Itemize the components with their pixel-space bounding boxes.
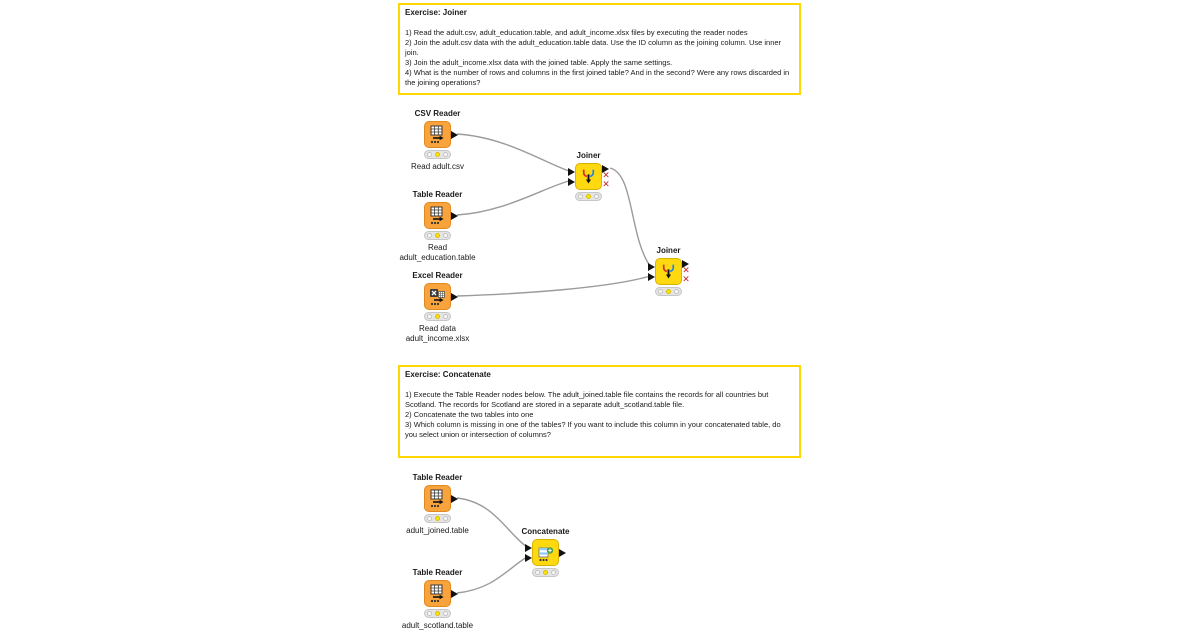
traffic-light-red bbox=[427, 152, 432, 157]
node-joiner-2[interactable] bbox=[655, 246, 690, 296]
traffic-light bbox=[532, 568, 559, 577]
node-body[interactable] bbox=[424, 202, 451, 229]
connection-joiner1-joiner2[interactable] bbox=[610, 168, 650, 266]
node-type-label: Table Reader bbox=[412, 473, 463, 482]
connection-tablereader-concatenate-top[interactable] bbox=[457, 498, 527, 547]
node-type-label: Excel Reader bbox=[412, 271, 463, 280]
traffic-light-green bbox=[551, 570, 556, 575]
output-port[interactable] bbox=[451, 293, 458, 301]
traffic-light-red bbox=[427, 611, 432, 616]
traffic-light-green bbox=[443, 611, 448, 616]
traffic-light-red bbox=[658, 289, 663, 294]
table-reader-icon bbox=[428, 206, 447, 225]
traffic-light-red bbox=[427, 233, 432, 238]
table-reader-icon bbox=[428, 584, 447, 603]
excel-reader-icon bbox=[428, 287, 447, 306]
annotation-title: Exercise: Concatenate bbox=[405, 370, 491, 379]
annotation-line: 3) Which column is missing in one of the tables? If you want to include this column in your concatenated table, do you select union or intersection of columns? bbox=[405, 420, 781, 439]
traffic-light bbox=[655, 287, 682, 296]
output-port[interactable] bbox=[559, 549, 566, 557]
node-type-label: Table Reader bbox=[412, 190, 463, 199]
output-port[interactable] bbox=[451, 212, 458, 220]
annotation-line: 1) Execute the Table Reader nodes below. The adult_joined.table file contains the records for all countries but Scotland. The records for Scotland are stored in a separate adult_scotland.table file. bbox=[405, 390, 769, 409]
output-port[interactable] bbox=[451, 590, 458, 598]
node-name-label[interactable]: Read data adult_income.xlsx bbox=[405, 324, 470, 343]
traffic-light bbox=[424, 231, 451, 240]
node-body[interactable] bbox=[424, 283, 451, 310]
node-table-reader-education[interactable] bbox=[399, 190, 476, 262]
traffic-light-green bbox=[674, 289, 679, 294]
traffic-light bbox=[424, 312, 451, 321]
node-body[interactable] bbox=[424, 121, 451, 148]
traffic-light bbox=[424, 150, 451, 159]
node-type-label: Joiner bbox=[656, 246, 681, 255]
input-port-bottom[interactable] bbox=[648, 273, 655, 281]
traffic-light bbox=[424, 514, 451, 523]
traffic-light-yellow bbox=[435, 516, 440, 521]
node-name-label[interactable]: adult_scotland.table bbox=[401, 621, 474, 630]
node-body[interactable] bbox=[575, 163, 610, 190]
inactive-port-icon: ✕ bbox=[682, 266, 690, 276]
traffic-light-red bbox=[535, 570, 540, 575]
csv-reader-icon bbox=[428, 125, 447, 144]
annotation-exercise-concatenate[interactable] bbox=[398, 365, 801, 458]
inactive-port-icon: ✕ bbox=[602, 171, 610, 181]
annotation-exercise-joiner[interactable] bbox=[398, 3, 801, 95]
input-port-top[interactable] bbox=[568, 168, 575, 176]
node-table-reader-scotland[interactable] bbox=[401, 568, 474, 630]
node-type-label: CSV Reader bbox=[414, 109, 461, 118]
annotation-line: 3) Join the adult_income.xlsx data with the joined table. Apply the same settings. bbox=[405, 58, 673, 67]
traffic-light-green bbox=[443, 516, 448, 521]
node-body[interactable] bbox=[532, 539, 559, 566]
input-port-top[interactable] bbox=[525, 544, 532, 552]
traffic-light-red bbox=[578, 194, 583, 199]
node-concatenate[interactable] bbox=[521, 527, 570, 577]
node-body[interactable] bbox=[424, 485, 451, 512]
connection-excelreader-joiner2[interactable] bbox=[457, 276, 650, 296]
traffic-light-yellow bbox=[435, 611, 440, 616]
traffic-light-yellow bbox=[435, 152, 440, 157]
traffic-light-yellow bbox=[586, 194, 591, 199]
annotation-title: Exercise: Joiner bbox=[405, 8, 467, 17]
node-body[interactable] bbox=[655, 258, 690, 285]
traffic-light-red bbox=[427, 516, 432, 521]
output-port[interactable] bbox=[451, 495, 458, 503]
annotation-line: 2) Join the adult.csv data with the adult_education.table data. Use the ID column as the joining column. Use inner join. bbox=[405, 38, 782, 57]
joiner-icon bbox=[660, 263, 677, 280]
joiner-icon bbox=[580, 168, 597, 185]
output-port[interactable] bbox=[451, 131, 458, 139]
connection-tablereader-joiner1[interactable] bbox=[457, 181, 569, 215]
node-name-label[interactable]: adult_joined.table bbox=[406, 526, 469, 535]
traffic-light bbox=[424, 609, 451, 618]
traffic-light-yellow bbox=[666, 289, 671, 294]
table-reader-icon bbox=[428, 489, 447, 508]
annotation-line: 2) Concatenate the two tables into one bbox=[405, 410, 534, 419]
node-excel-reader[interactable] bbox=[405, 271, 470, 343]
input-port-top[interactable] bbox=[648, 263, 655, 271]
input-port-bottom[interactable] bbox=[568, 178, 575, 186]
node-type-label: Concatenate bbox=[521, 527, 570, 536]
traffic-light bbox=[575, 192, 602, 201]
input-port-bottom[interactable] bbox=[525, 554, 532, 562]
traffic-light-green bbox=[443, 314, 448, 319]
traffic-light-green bbox=[443, 233, 448, 238]
annotation-line: 1) Read the adult.csv, adult_education.table, and adult_income.xlsx files by executing the reader nodes bbox=[405, 28, 748, 37]
node-name-label[interactable]: Read adult_education.table bbox=[399, 243, 476, 262]
annotation-line: 4) What is the number of rows and columns in the first joined table? And in the second? Were any rows discarded in the joining operations? bbox=[405, 68, 790, 87]
traffic-light-yellow bbox=[435, 314, 440, 319]
traffic-light-red bbox=[427, 314, 432, 319]
traffic-light-yellow bbox=[435, 233, 440, 238]
node-csv-reader[interactable] bbox=[411, 109, 464, 171]
traffic-light-green bbox=[443, 152, 448, 157]
node-table-reader-joined[interactable] bbox=[406, 473, 469, 535]
traffic-light-yellow bbox=[543, 570, 548, 575]
connection-tablereader-concatenate-bottom[interactable] bbox=[457, 557, 527, 593]
node-joiner-1[interactable] bbox=[575, 151, 610, 201]
inactive-port-icon: ✕ bbox=[602, 180, 610, 190]
node-name-label[interactable]: Read adult.csv bbox=[411, 162, 464, 171]
node-body[interactable] bbox=[424, 580, 451, 607]
concatenate-icon bbox=[537, 544, 555, 562]
node-type-label: Joiner bbox=[576, 151, 601, 160]
inactive-port-icon: ✕ bbox=[682, 275, 690, 285]
node-type-label: Table Reader bbox=[412, 568, 463, 577]
traffic-light-green bbox=[594, 194, 599, 199]
